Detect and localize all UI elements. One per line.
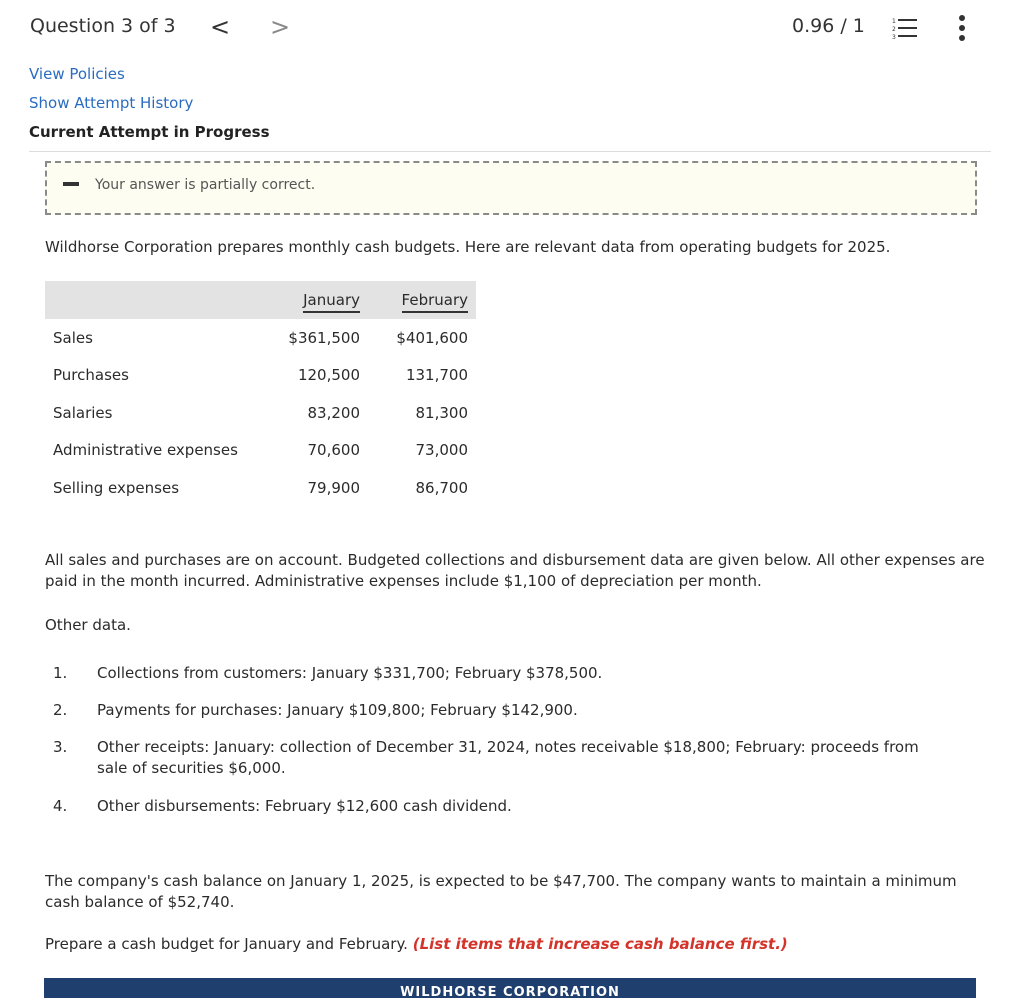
january-value: 70,600: [307, 441, 360, 460]
operating-budget-table: [45, 281, 476, 507]
row-label: Purchases: [53, 366, 129, 385]
list-item-number: 3.: [53, 738, 68, 756]
list-item-text: Collections from customers: January $331,700; February $378,500.: [97, 664, 603, 682]
cash-balance-paragraph: The company's cash balance on January 1, 2025, is expected to be $47,700. The company wants to maintain a minimum cash balance of $52,740.: [45, 872, 957, 911]
january-value: $361,500: [288, 328, 360, 347]
problem-intro: Wildhorse Corporation prepares monthly cash budgets. Here are relevant data from operating budgets for 2025.: [45, 238, 891, 256]
divider: [29, 151, 991, 152]
list-item-number: 2.: [53, 701, 68, 719]
table-row: [45, 469, 476, 507]
list-item-text: Other disbursements: February $12,600 cash dividend.: [97, 797, 512, 815]
february-value: 131,700: [405, 366, 468, 385]
january-value: 83,200: [307, 403, 360, 422]
list-item-text: Other receipts: January: collection of December 31, 2024, notes receivable $18,800; February: proceeds from sale of securities $6,000.: [97, 738, 919, 777]
previous-question-button[interactable]: <: [210, 13, 231, 41]
row-label: Sales: [53, 328, 93, 347]
row-label: Administrative expenses: [53, 441, 238, 460]
question-header: [0, 0, 1024, 58]
list-item-number: 1.: [53, 664, 68, 682]
instruction-hint: (List items that increase cash balance first.): [412, 935, 788, 953]
column-header-january: January: [258, 281, 368, 319]
january-value: 79,900: [307, 478, 360, 497]
question-list-icon[interactable]: [892, 16, 918, 40]
table-header-blank: [45, 281, 258, 319]
table-row: [45, 319, 476, 357]
list-item-text: Payments for purchases: January $109,800; February $142,900.: [97, 701, 578, 719]
february-value: 81,300: [415, 403, 468, 422]
feedback-text: Your answer is partially correct.: [95, 177, 316, 193]
february-value: 73,000: [415, 441, 468, 460]
question-counter: Question 3 of 3: [30, 15, 176, 37]
show-attempt-history-link[interactable]: Show Attempt History: [29, 94, 194, 112]
more-options-icon[interactable]: [955, 14, 969, 42]
february-value: 86,700: [415, 478, 468, 497]
svg-text:3: 3: [892, 34, 896, 40]
feedback-box: [45, 161, 977, 215]
sales-paragraph: All sales and purchases are on account. Budgeted collections and disbursement data are given below. All other expenses are paid in the month incurred. Administrative expenses include $1,100 of depreciation per month.: [45, 551, 985, 590]
february-value: $401,600: [396, 328, 468, 347]
attempt-status: Current Attempt in Progress: [29, 123, 270, 141]
instruction-paragraph: [45, 934, 985, 955]
column-header-february: February: [368, 281, 476, 319]
next-question-button[interactable]: >: [270, 13, 291, 41]
table-row: [45, 432, 476, 470]
table-row: [45, 394, 476, 432]
table-row: [45, 357, 476, 395]
company-name-banner: WILDHORSE CORPORATION: [44, 978, 976, 998]
row-label: Salaries: [53, 403, 113, 422]
partial-correct-icon: [63, 182, 79, 186]
instruction-text: Prepare a cash budget for January and February.: [45, 935, 408, 953]
row-label: Selling expenses: [53, 478, 180, 497]
list-item-number: 4.: [53, 797, 68, 815]
other-data-label: Other data.: [45, 616, 131, 634]
svg-text:2: 2: [892, 26, 896, 33]
score-display: 0.96 / 1: [792, 15, 865, 37]
question-content: [29, 63, 991, 998]
january-value: 120,500: [297, 366, 360, 385]
svg-text:1: 1: [892, 18, 896, 25]
view-policies-link[interactable]: View Policies: [29, 65, 125, 83]
